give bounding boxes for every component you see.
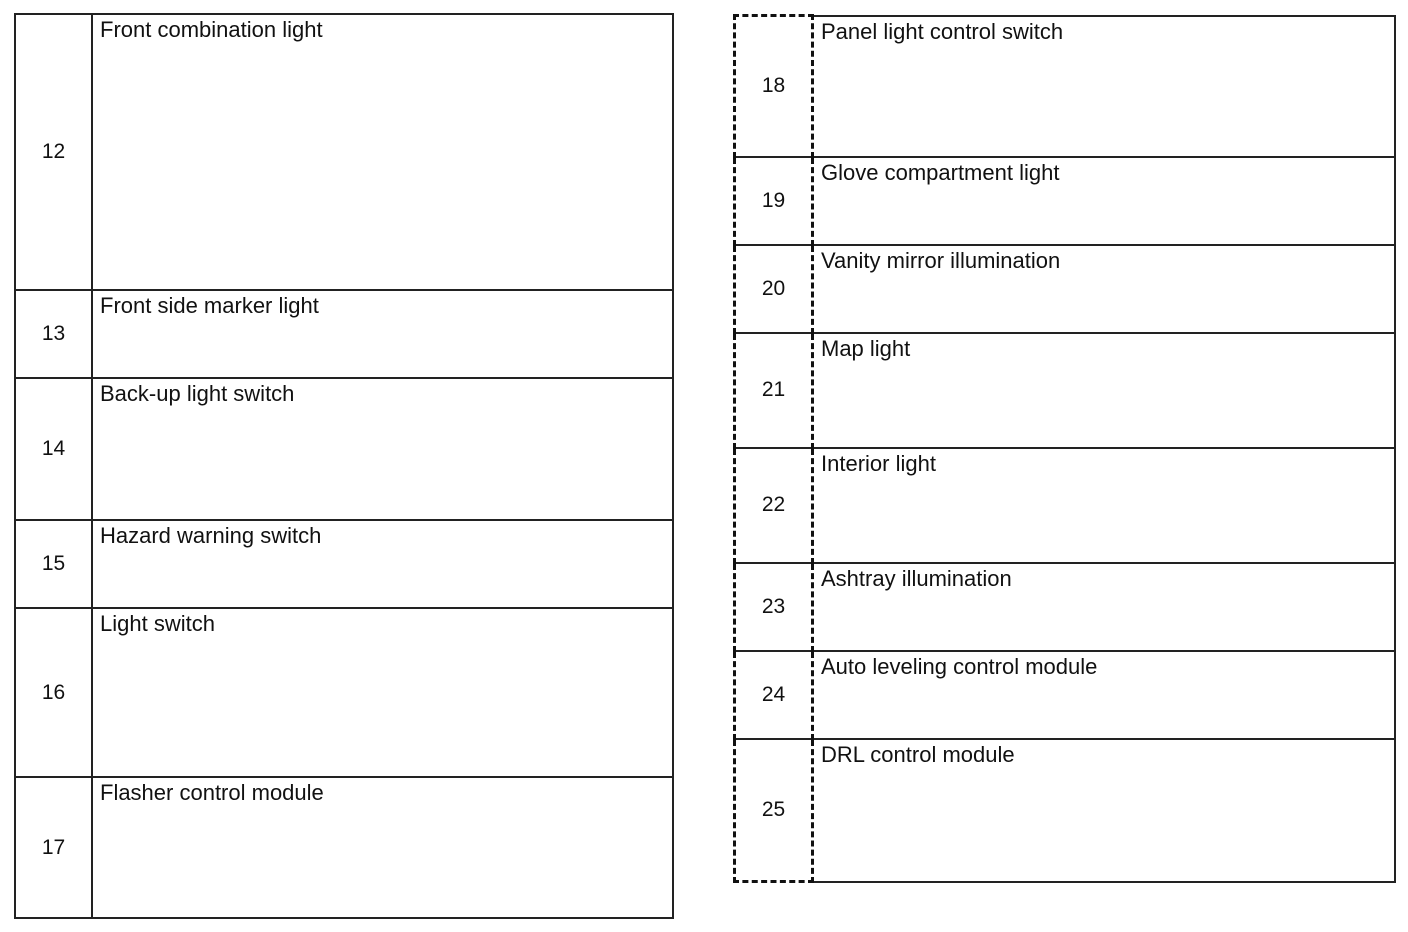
row-number: 14 xyxy=(15,378,92,520)
table-row xyxy=(15,520,673,608)
row-description: Ashtray illumination xyxy=(813,563,1395,651)
row-description: Front combination light xyxy=(92,14,673,290)
table-row xyxy=(735,157,1395,245)
table-row xyxy=(735,245,1395,333)
left-table xyxy=(14,13,674,919)
right-table xyxy=(733,14,1396,883)
table-row xyxy=(735,333,1395,448)
row-number: 20 xyxy=(735,245,813,333)
table-row xyxy=(735,563,1395,651)
table-row xyxy=(15,290,673,378)
row-description: Flasher control module xyxy=(92,777,673,918)
row-description: Vanity mirror illumination xyxy=(813,245,1395,333)
table-row xyxy=(15,608,673,777)
row-number: 22 xyxy=(735,448,813,563)
row-description: Hazard warning switch xyxy=(92,520,673,608)
row-description: Light switch xyxy=(92,608,673,777)
row-description: Front side marker light xyxy=(92,290,673,378)
table-row xyxy=(15,378,673,520)
row-description: Map light xyxy=(813,333,1395,448)
row-number: 19 xyxy=(735,157,813,245)
row-number: 16 xyxy=(15,608,92,777)
row-description: Back-up light switch xyxy=(92,378,673,520)
table-row xyxy=(15,777,673,918)
row-description: Auto leveling control module xyxy=(813,651,1395,739)
row-number: 12 xyxy=(15,14,92,290)
row-number: 17 xyxy=(15,777,92,918)
row-number: 24 xyxy=(735,651,813,739)
row-number: 13 xyxy=(15,290,92,378)
table-row xyxy=(15,14,673,290)
table-row xyxy=(735,651,1395,739)
row-number: 18 xyxy=(735,16,813,157)
table-row xyxy=(735,739,1395,882)
row-number: 25 xyxy=(735,739,813,882)
table-row xyxy=(735,16,1395,157)
row-description: DRL control module xyxy=(813,739,1395,882)
row-description: Glove compartment light xyxy=(813,157,1395,245)
row-number: 23 xyxy=(735,563,813,651)
row-number: 15 xyxy=(15,520,92,608)
table-row xyxy=(735,448,1395,563)
row-description: Interior light xyxy=(813,448,1395,563)
row-description: Panel light control switch xyxy=(813,16,1395,157)
row-number: 21 xyxy=(735,333,813,448)
